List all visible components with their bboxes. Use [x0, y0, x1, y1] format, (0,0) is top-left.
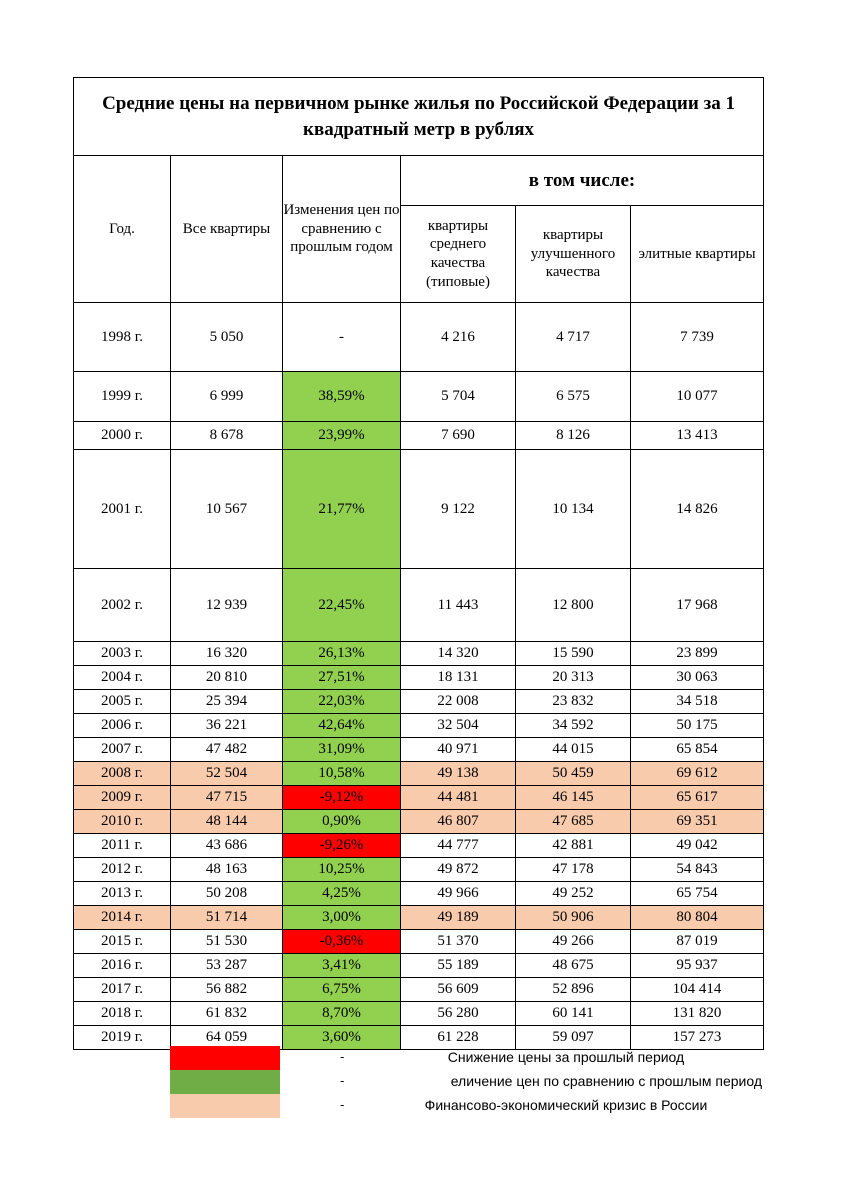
cell-change: -: [283, 303, 401, 372]
cell-change: -9,12%: [283, 786, 401, 810]
cell-change: 8,70%: [283, 1002, 401, 1026]
legend-item: [170, 1046, 770, 1070]
cell-change: 3,00%: [283, 906, 401, 930]
header-including: в том числе:: [401, 156, 764, 206]
cell-year: 2018 г.: [74, 1002, 171, 1026]
table-row: [74, 569, 764, 642]
cell-all: 61 832: [171, 1002, 283, 1026]
cell-year: 2010 г.: [74, 810, 171, 834]
cell-change: 23,99%: [283, 422, 401, 450]
cell-elite: 54 843: [631, 858, 764, 882]
cell-change: 42,64%: [283, 714, 401, 738]
cell-improved: 20 313: [516, 666, 631, 690]
cell-improved: 34 592: [516, 714, 631, 738]
cell-standard: 44 777: [401, 834, 516, 858]
cell-change: 3,41%: [283, 954, 401, 978]
cell-elite: 65 854: [631, 738, 764, 762]
cell-all: 12 939: [171, 569, 283, 642]
cell-year: 2003 г.: [74, 642, 171, 666]
cell-change: -0,36%: [283, 930, 401, 954]
table-body: [74, 303, 764, 1050]
cell-standard: 5 704: [401, 372, 516, 422]
cell-change: 4,25%: [283, 882, 401, 906]
legend-dash: -: [340, 1049, 345, 1064]
cell-standard: 46 807: [401, 810, 516, 834]
legend-dash: -: [340, 1097, 345, 1112]
cell-change: 22,03%: [283, 690, 401, 714]
cell-improved: 52 896: [516, 978, 631, 1002]
cell-all: 6 999: [171, 372, 283, 422]
legend-swatch-increase: [170, 1070, 280, 1094]
cell-year: 2009 г.: [74, 786, 171, 810]
cell-improved: 15 590: [516, 642, 631, 666]
cell-elite: 30 063: [631, 666, 764, 690]
cell-standard: 22 008: [401, 690, 516, 714]
cell-all: 64 059: [171, 1026, 283, 1050]
table-row: [74, 810, 764, 834]
cell-improved: 59 097: [516, 1026, 631, 1050]
cell-standard: 49 966: [401, 882, 516, 906]
cell-all: 51 530: [171, 930, 283, 954]
cell-change: 38,59%: [283, 372, 401, 422]
cell-improved: 50 906: [516, 906, 631, 930]
table-row: [74, 450, 764, 569]
cell-year: 2013 г.: [74, 882, 171, 906]
legend-item: [170, 1094, 770, 1118]
cell-change: 6,75%: [283, 978, 401, 1002]
cell-standard: 11 443: [401, 569, 516, 642]
cell-elite: 80 804: [631, 906, 764, 930]
cell-year: 2002 г.: [74, 569, 171, 642]
cell-elite: 50 175: [631, 714, 764, 738]
cell-standard: 55 189: [401, 954, 516, 978]
cell-year: 2012 г.: [74, 858, 171, 882]
cell-elite: 10 077: [631, 372, 764, 422]
cell-standard: 14 320: [401, 642, 516, 666]
cell-year: 2011 г.: [74, 834, 171, 858]
legend-text-crisis: Финансово-экономический кризис в России: [424, 1097, 708, 1113]
cell-standard: 61 228: [401, 1026, 516, 1050]
cell-change: -9,26%: [283, 834, 401, 858]
cell-improved: 50 459: [516, 762, 631, 786]
table-row: [74, 1002, 764, 1026]
cell-standard: 32 504: [401, 714, 516, 738]
header-change: Изменения цен по сравнению с прошлым годом: [283, 156, 401, 303]
cell-year: 2016 г.: [74, 954, 171, 978]
table-row: [74, 834, 764, 858]
cell-all: 16 320: [171, 642, 283, 666]
cell-year: 1998 г.: [74, 303, 171, 372]
table-row: [74, 714, 764, 738]
cell-standard: 51 370: [401, 930, 516, 954]
header-year: Год.: [74, 156, 171, 303]
cell-improved: 12 800: [516, 569, 631, 642]
cell-year: 2004 г.: [74, 666, 171, 690]
cell-all: 52 504: [171, 762, 283, 786]
cell-standard: 56 280: [401, 1002, 516, 1026]
cell-all: 36 221: [171, 714, 283, 738]
legend-dash: -: [340, 1073, 345, 1088]
cell-all: 10 567: [171, 450, 283, 569]
table-row: [74, 954, 764, 978]
table-row: [74, 738, 764, 762]
table-row: [74, 930, 764, 954]
cell-year: 2005 г.: [74, 690, 171, 714]
cell-elite: 7 739: [631, 303, 764, 372]
cell-all: 47 715: [171, 786, 283, 810]
table-row: [74, 882, 764, 906]
prices-table: [73, 77, 764, 1050]
table-row: [74, 666, 764, 690]
cell-all: 51 714: [171, 906, 283, 930]
cell-standard: 49 189: [401, 906, 516, 930]
table-row: [74, 642, 764, 666]
cell-all: 48 144: [171, 810, 283, 834]
cell-change: 0,90%: [283, 810, 401, 834]
cell-change: 22,45%: [283, 569, 401, 642]
cell-year: 2019 г.: [74, 1026, 171, 1050]
header-improved: квартиры улучшенного качества: [516, 206, 631, 303]
cell-year: 2008 г.: [74, 762, 171, 786]
cell-year: 2015 г.: [74, 930, 171, 954]
cell-elite: 14 826: [631, 450, 764, 569]
table-row: [74, 906, 764, 930]
cell-change: 21,77%: [283, 450, 401, 569]
legend-text-increase: еличение цен по сравнению с прошлым период: [450, 1073, 762, 1089]
legend-swatch-decrease: [170, 1046, 280, 1070]
cell-standard: 44 481: [401, 786, 516, 810]
cell-improved: 42 881: [516, 834, 631, 858]
legend-item: [170, 1070, 770, 1094]
table-row: [74, 858, 764, 882]
cell-year: 2001 г.: [74, 450, 171, 569]
cell-all: 47 482: [171, 738, 283, 762]
cell-improved: 6 575: [516, 372, 631, 422]
legend: [170, 1046, 770, 1118]
cell-change: 26,13%: [283, 642, 401, 666]
cell-all: 43 686: [171, 834, 283, 858]
header-all: Все квартиры: [171, 156, 283, 303]
cell-year: 2000 г.: [74, 422, 171, 450]
cell-change: 10,58%: [283, 762, 401, 786]
table-row: [74, 372, 764, 422]
cell-improved: 44 015: [516, 738, 631, 762]
cell-improved: 8 126: [516, 422, 631, 450]
cell-all: 48 163: [171, 858, 283, 882]
cell-improved: 10 134: [516, 450, 631, 569]
cell-year: 2014 г.: [74, 906, 171, 930]
cell-change: 31,09%: [283, 738, 401, 762]
cell-all: 53 287: [171, 954, 283, 978]
table-row: [74, 690, 764, 714]
cell-improved: 4 717: [516, 303, 631, 372]
cell-change: 3,60%: [283, 1026, 401, 1050]
legend-swatch-crisis: [170, 1094, 280, 1118]
cell-improved: 47 178: [516, 858, 631, 882]
cell-standard: 7 690: [401, 422, 516, 450]
cell-standard: 9 122: [401, 450, 516, 569]
cell-elite: 104 414: [631, 978, 764, 1002]
cell-all: 56 882: [171, 978, 283, 1002]
cell-improved: 60 141: [516, 1002, 631, 1026]
cell-standard: 4 216: [401, 303, 516, 372]
table-row: [74, 786, 764, 810]
cell-all: 20 810: [171, 666, 283, 690]
cell-all: 25 394: [171, 690, 283, 714]
cell-elite: 65 617: [631, 786, 764, 810]
cell-standard: 40 971: [401, 738, 516, 762]
cell-improved: 49 252: [516, 882, 631, 906]
cell-elite: 131 820: [631, 1002, 764, 1026]
cell-improved: 49 266: [516, 930, 631, 954]
cell-year: 1999 г.: [74, 372, 171, 422]
cell-standard: 18 131: [401, 666, 516, 690]
cell-all: 50 208: [171, 882, 283, 906]
table-row: [74, 422, 764, 450]
cell-elite: 17 968: [631, 569, 764, 642]
cell-year: 2017 г.: [74, 978, 171, 1002]
cell-year: 2006 г.: [74, 714, 171, 738]
table-row: [74, 303, 764, 372]
cell-improved: 48 675: [516, 954, 631, 978]
cell-elite: 49 042: [631, 834, 764, 858]
cell-improved: 47 685: [516, 810, 631, 834]
cell-elite: 65 754: [631, 882, 764, 906]
cell-elite: 13 413: [631, 422, 764, 450]
table-title: Средние цены на первичном рынке жилья по Российской Федерации за 1 квадратный метр в рублях: [74, 78, 764, 156]
cell-change: 27,51%: [283, 666, 401, 690]
cell-change: 10,25%: [283, 858, 401, 882]
cell-improved: 46 145: [516, 786, 631, 810]
cell-elite: 95 937: [631, 954, 764, 978]
cell-year: 2007 г.: [74, 738, 171, 762]
header-standard: квартиры среднего качества (типовые): [401, 206, 516, 303]
cell-elite: 87 019: [631, 930, 764, 954]
cell-standard: 49 872: [401, 858, 516, 882]
cell-improved: 23 832: [516, 690, 631, 714]
cell-elite: 23 899: [631, 642, 764, 666]
cell-all: 8 678: [171, 422, 283, 450]
cell-elite: 34 518: [631, 690, 764, 714]
cell-elite: 69 612: [631, 762, 764, 786]
table-row: [74, 762, 764, 786]
cell-elite: 69 351: [631, 810, 764, 834]
header-elite: элитные квартиры: [631, 206, 764, 303]
cell-standard: 49 138: [401, 762, 516, 786]
cell-all: 5 050: [171, 303, 283, 372]
legend-text-decrease: Снижение цены за прошлый период: [447, 1049, 685, 1065]
table-row: [74, 978, 764, 1002]
cell-standard: 56 609: [401, 978, 516, 1002]
cell-elite: 157 273: [631, 1026, 764, 1050]
